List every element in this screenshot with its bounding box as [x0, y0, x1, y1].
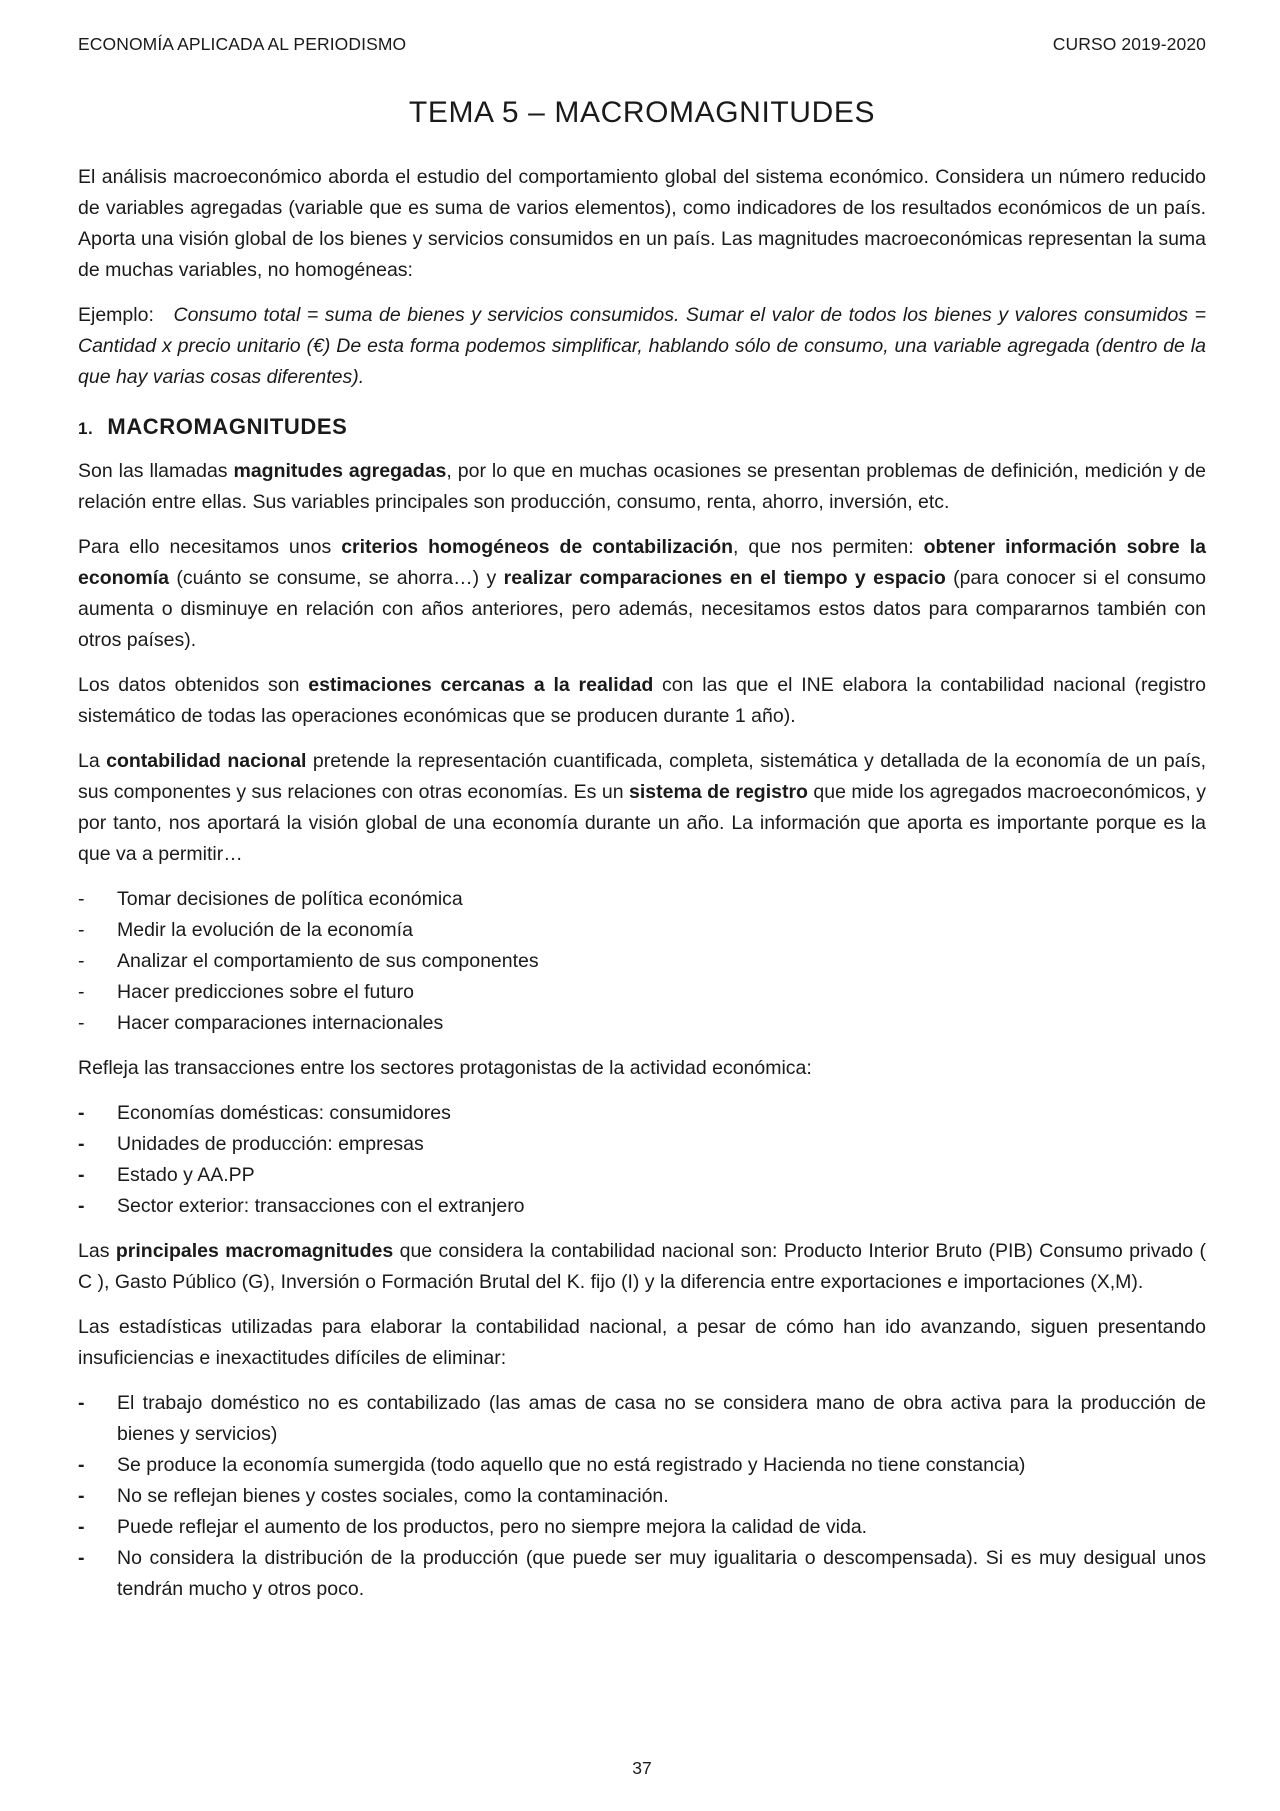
header-course-name: ECONOMÍA APLICADA AL PERIODISMO: [78, 34, 407, 54]
page-title: TEMA 5 – MACROMAGNITUDES: [408, 96, 876, 129]
list-item: [78, 884, 1206, 915]
document-body: [78, 162, 1206, 1619]
document-page: [78, 0, 1206, 1811]
list-item-text: Puede reflejar el aumento de los productos, pero no siempre mejora la calidad de vida.: [117, 1516, 868, 1538]
text: Son las llamadas: [78, 460, 234, 482]
list-item-text: Hacer comparaciones internacionales: [117, 1012, 444, 1034]
list-item-text: No se reflejan bienes y costes sociales, como la contaminación.: [117, 1485, 669, 1507]
text: La: [78, 750, 107, 772]
page-header: [78, 34, 1206, 56]
list-item-text: Estado y AA.PP: [117, 1164, 255, 1186]
list-item-text: Economías domésticas: consumidores: [117, 1102, 451, 1124]
list-item: [78, 1450, 1206, 1481]
paragraph-statistics: Las estadísticas utilizadas para elaborar la contabilidad nacional, a pesar de cómo han ido avanzando, siguen presentando insuficiencias e inexactitudes difíciles de eliminar:: [78, 1316, 1206, 1369]
dash-bullet: -: [78, 1485, 85, 1507]
section-heading: [78, 411, 1206, 444]
list-item-text: Se produce la economía sumergida (todo aquello que no está registrado y Hacienda no tiene constancia): [117, 1454, 1026, 1476]
paragraph-magnitudes: [78, 456, 1206, 518]
list-item-text: Medir la evolución de la economía: [117, 919, 413, 941]
text: (cuánto se consume, se ahorra…) y: [169, 567, 504, 589]
bold-text: obtener información sobre la economía: [78, 536, 1206, 589]
bold-text: sistema de registro: [629, 781, 808, 803]
list-item-text: Analizar el comportamiento de sus componentes: [117, 950, 539, 972]
dash-bullet: -: [78, 1454, 85, 1476]
text: Los datos obtenidos son: [78, 674, 309, 696]
dash-bullet: -: [78, 1164, 85, 1186]
text: , por lo que en muchas ocasiones se presentan problemas de definición, medición y de relación entre ellas. Sus variables principales son producción, consumo, renta, ahorro, inversión, etc.: [78, 460, 1206, 513]
text: Para ello necesitamos unos: [78, 536, 342, 558]
list-item: [78, 1160, 1206, 1191]
list-item: [78, 1481, 1206, 1512]
dash-bullet: -: [78, 888, 85, 910]
list-item: [78, 1191, 1206, 1222]
list-item: [78, 946, 1206, 977]
paragraph-main-macromagnitudes: [78, 1236, 1206, 1298]
dash-bullet: -: [78, 1133, 85, 1155]
bold-text: realizar comparaciones en el tiempo y espacio: [503, 567, 946, 589]
example-text: Consumo total = suma de bienes y servicios consumidos. Sumar el valor de todos los bienes y valores consumidos = Cantidad x precio unitario (€) De esta forma podemos simplificar, hablando sólo de consumo, una variable agregada (dentro de la que hay varias cosas diferentes).: [78, 304, 1206, 388]
bold-text: estimaciones cercanas a la realidad: [308, 674, 654, 696]
text: con las que el INE elabora la contabilidad nacional (registro sistemático de todas las operaciones económicas que se producen durante 1 año).: [78, 674, 1206, 727]
list-item: [78, 977, 1206, 1008]
dash-bullet: -: [78, 1516, 85, 1538]
bold-text: contabilidad nacional: [106, 750, 307, 772]
dash-bullet: -: [78, 1392, 85, 1414]
header-course-year: CURSO 2019-2020: [1052, 34, 1206, 54]
text: que considera la contabilidad nacional son: Producto Interior Bruto (PIB) Consumo privado ( C ), Gasto Público (G), Inversión o Formación Brutal del K. fijo (I) y la diferencia entre exportaciones e importaciones (X,M).: [78, 1240, 1206, 1293]
list-item: [78, 915, 1206, 946]
uses-list: [78, 884, 1206, 1039]
example-paragraph: [78, 300, 1206, 393]
text: pretende la representación cuantificada, completa, sistemática y detallada de la economía de un país, sus componentes y sus relaciones con otras economías. Es un: [78, 750, 1206, 803]
list-item-text: El trabajo doméstico no es contabilizado (las amas de casa no se considera mano de obra activa para la producción de bienes y servicios): [117, 1392, 1206, 1445]
example-label: Ejemplo:: [78, 304, 154, 326]
list-item: [78, 1543, 1206, 1605]
page-number: 37: [632, 1758, 652, 1778]
dash-bullet: -: [78, 1195, 85, 1217]
list-item-text: Hacer predicciones sobre el futuro: [117, 981, 414, 1003]
text: , que nos permiten:: [733, 536, 924, 558]
bold-text: magnitudes agregadas: [233, 460, 447, 482]
bold-text: criterios homogéneos de contabilización: [341, 536, 734, 558]
list-item-text: Unidades de producción: empresas: [117, 1133, 424, 1155]
section-title: MACROMAGNITUDES: [107, 414, 348, 439]
dash-bullet: -: [78, 1547, 85, 1569]
dash-bullet: -: [78, 919, 85, 941]
list-item: [78, 1098, 1206, 1129]
list-item: [78, 1129, 1206, 1160]
dash-bullet: -: [78, 950, 85, 972]
text: Las: [78, 1240, 116, 1262]
bold-text: principales macromagnitudes: [115, 1240, 394, 1262]
list-item: [78, 1512, 1206, 1543]
text: (para conocer si el consumo aumenta o disminuye en relación con años anteriores, pero además, necesitamos estos datos para compararnos también con otros países).: [78, 567, 1206, 651]
paragraph-sectors: Refleja las transacciones entre los sectores protagonistas de la actividad económica:: [78, 1057, 812, 1079]
paragraph-estimates: [78, 670, 1206, 732]
paragraph-criteria: [78, 532, 1206, 656]
paragraph-national-accounting: [78, 746, 1206, 870]
text: que mide los agregados macroeconómicos, y por tanto, nos aportará la visión global de una economía durante un año. La información que aporta es importante porque es la que va a permitir…: [78, 781, 1207, 865]
list-item: [78, 1388, 1206, 1450]
sectors-list: [78, 1098, 1206, 1222]
list-item-text: Tomar decisiones de política económica: [117, 888, 463, 910]
dash-bullet: -: [78, 981, 85, 1003]
limitations-list: [78, 1388, 1206, 1605]
list-item-text: No considera la distribución de la producción (que puede ser muy igualitaria o descompensada). Si es muy desigual unos tendrán mucho y otros poco.: [117, 1547, 1206, 1600]
dash-bullet: -: [78, 1102, 85, 1124]
section-number: 1.: [78, 419, 94, 438]
list-item: [78, 1008, 1206, 1039]
list-item-text: Sector exterior: transacciones con el extranjero: [117, 1195, 525, 1217]
intro-paragraph: El análisis macroeconómico aborda el estudio del comportamiento global del sistema económico. Considera un número reducido de variables agregadas (variable que es suma de varios elementos), como indicadores de los resultados económicos de un país. Aporta una visión global de los bienes y servicios consumidos en un país. Las magnitudes macroeconómicas representan la suma de muchas variables, no homogéneas:: [78, 166, 1206, 281]
dash-bullet: -: [78, 1012, 85, 1034]
